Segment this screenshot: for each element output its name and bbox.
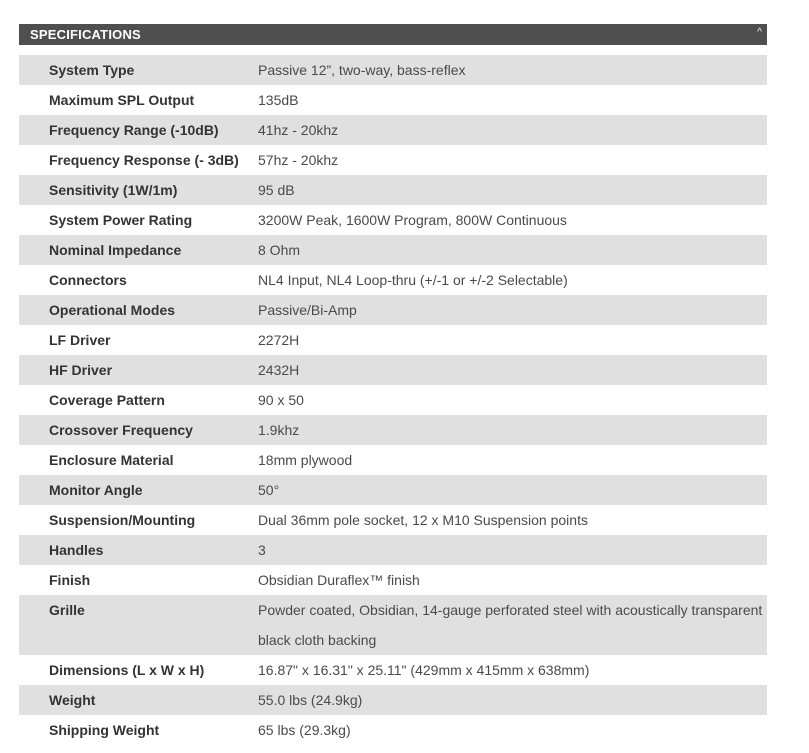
spec-label: HF Driver — [49, 362, 113, 378]
spec-value: 8 Ohm — [258, 242, 301, 258]
specifications-header[interactable] — [19, 24, 767, 45]
spec-value: 57hz - 20khz — [258, 152, 339, 168]
spec-value: 90 x 50 — [258, 392, 304, 408]
spec-value: 18mm plywood — [258, 452, 353, 468]
spec-value: 50° — [258, 482, 280, 498]
spec-row — [19, 505, 767, 535]
spec-row — [19, 355, 767, 385]
spec-value: 55.0 lbs (24.9kg) — [258, 692, 363, 708]
spec-row — [19, 175, 767, 205]
spec-label: System Power Rating — [49, 212, 193, 228]
spec-value: 1.9khz — [258, 422, 300, 438]
spec-row — [19, 475, 767, 505]
spec-label: Enclosure Material — [49, 452, 174, 468]
spec-row — [19, 55, 767, 85]
spec-value: NL4 Input, NL4 Loop-thru (+/-1 or +/-2 Selectable) — [258, 272, 568, 288]
spec-row — [19, 85, 767, 115]
spec-label: Finish — [49, 572, 91, 588]
spec-label: Weight — [49, 692, 96, 708]
spec-label: Frequency Response (- 3dB) — [49, 152, 239, 168]
spec-value: 16.87" x 16.31" x 25.11" (429mm x 415mm x 638mm) — [258, 662, 590, 678]
spec-label: Sensitivity (1W/1m) — [49, 182, 178, 198]
spec-row — [19, 385, 767, 415]
spec-row — [19, 655, 767, 685]
spec-label: Crossover Frequency — [49, 422, 193, 438]
spec-row — [19, 535, 767, 565]
spec-row — [19, 295, 767, 325]
spec-row — [19, 415, 767, 445]
specifications-title: SPECIFICATIONS — [30, 27, 141, 42]
spec-label: Coverage Pattern — [49, 392, 165, 408]
spec-value: Passive 12”, two-way, bass-reflex — [258, 62, 466, 78]
spec-label: Shipping Weight — [49, 722, 160, 738]
spec-label: Dimensions (L x W x H) — [49, 662, 205, 678]
spec-row — [19, 685, 767, 715]
spec-label: Connectors — [49, 272, 127, 288]
spec-value: 2272H — [258, 332, 300, 348]
spec-row — [19, 265, 767, 295]
spec-row — [19, 145, 767, 175]
spec-value: 135dB — [258, 92, 299, 108]
spec-value: Powder coated, Obsidian, 14-gauge perforated steel with acoustically transparent black cloth backing — [258, 602, 763, 648]
spec-label: Frequency Range (-10dB) — [49, 122, 219, 138]
specifications-panel — [19, 24, 767, 745]
spec-row — [19, 565, 767, 595]
spec-value: 65 lbs (29.3kg) — [258, 722, 351, 738]
spec-value: Obsidian Duraflex™ finish — [258, 572, 420, 588]
spec-row — [19, 715, 767, 745]
spec-value: Passive/Bi-Amp — [258, 302, 357, 318]
spec-label: Monitor Angle — [49, 482, 143, 498]
spec-row — [19, 595, 767, 655]
spec-label: Maximum SPL Output — [49, 92, 195, 108]
spec-value: 41hz - 20khz — [258, 122, 339, 138]
spec-row — [19, 445, 767, 475]
spec-value: 95 dB — [258, 182, 295, 198]
spec-label: Grille — [49, 602, 85, 618]
spec-value: 3200W Peak, 1600W Program, 800W Continuous — [258, 212, 567, 228]
spec-label: System Type — [49, 62, 135, 78]
spec-row — [19, 115, 767, 145]
spec-value: Dual 36mm pole socket, 12 x M10 Suspension points — [258, 512, 588, 528]
spec-label: Operational Modes — [49, 302, 176, 318]
spec-row — [19, 235, 767, 265]
spec-row — [19, 205, 767, 235]
chevron-up-icon[interactable]: ^ — [757, 26, 762, 38]
spec-label: LF Driver — [49, 332, 111, 348]
spec-label: Handles — [49, 542, 104, 558]
spec-label: Suspension/Mounting — [49, 512, 196, 528]
spec-value: 3 — [258, 542, 266, 558]
specifications-table — [19, 55, 767, 745]
spec-label: Nominal Impedance — [49, 242, 182, 258]
spec-row — [19, 325, 767, 355]
spec-value: 2432H — [258, 362, 300, 378]
